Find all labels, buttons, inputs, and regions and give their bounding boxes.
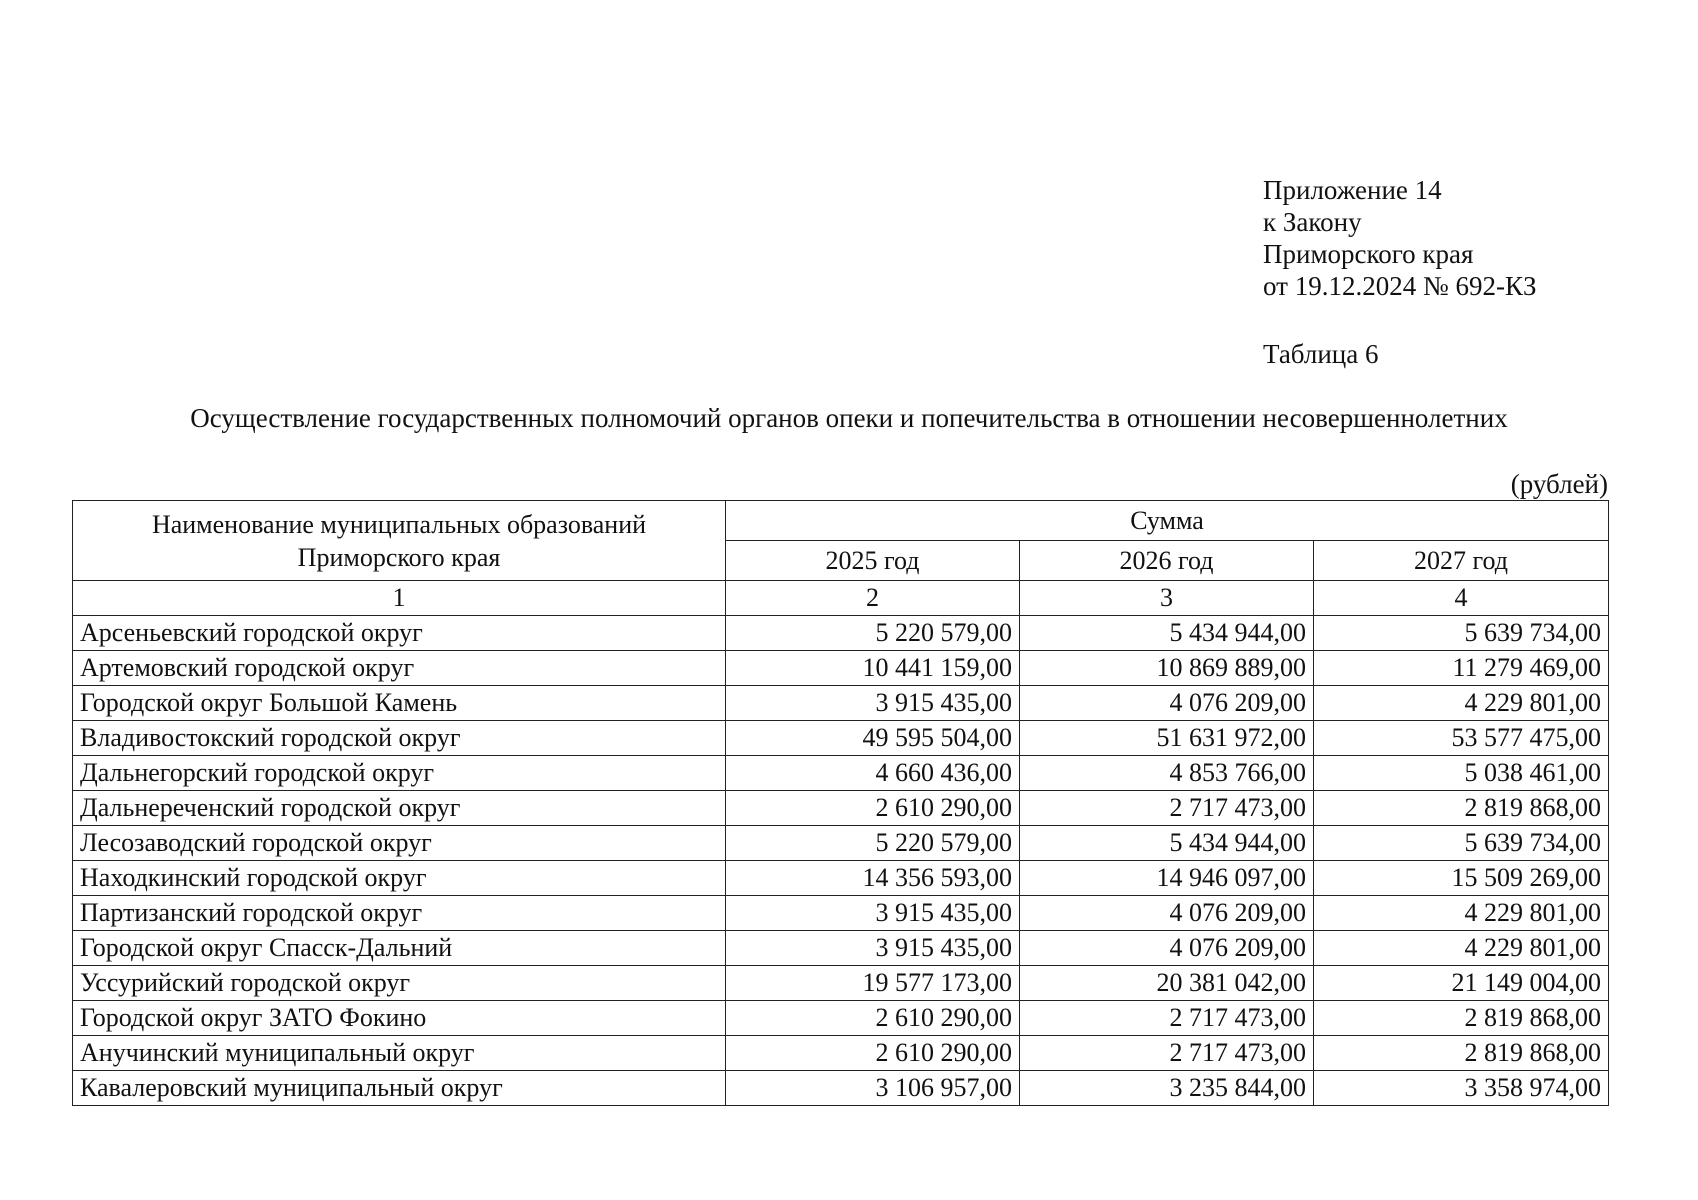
amount-2025: 2 610 290,00 bbox=[726, 791, 1020, 826]
amount-2025: 3 915 435,00 bbox=[726, 896, 1020, 931]
amount-2026: 4 076 209,00 bbox=[1020, 896, 1314, 931]
table-body bbox=[73, 616, 1609, 1106]
table-label: Таблица 6 bbox=[1263, 339, 1379, 369]
table-row bbox=[73, 1071, 1609, 1106]
amount-2026: 5 434 944,00 bbox=[1020, 826, 1314, 861]
municipality-name: Лесозаводский городской округ bbox=[73, 826, 726, 861]
municipality-name: Анучинский муниципальный округ bbox=[73, 1036, 726, 1071]
appendix-region: Приморского края bbox=[1263, 239, 1474, 269]
column-number-row bbox=[73, 581, 1609, 616]
amount-2026: 14 946 097,00 bbox=[1020, 861, 1314, 896]
municipality-name: Кавалеровский муниципальный округ bbox=[73, 1071, 726, 1106]
amount-2026: 5 434 944,00 bbox=[1020, 616, 1314, 651]
header-year-2025: 2025 год bbox=[726, 541, 1020, 581]
budget-table bbox=[72, 500, 1609, 1106]
amount-2026: 4 853 766,00 bbox=[1020, 756, 1314, 791]
column-number: 2 bbox=[726, 581, 1020, 616]
amount-2027: 11 279 469,00 bbox=[1314, 651, 1609, 686]
header-municipality bbox=[73, 501, 726, 581]
table-row bbox=[73, 931, 1609, 966]
municipality-name: Партизанский городской округ bbox=[73, 896, 726, 931]
amount-2026: 2 717 473,00 bbox=[1020, 791, 1314, 826]
table-row bbox=[73, 861, 1609, 896]
municipality-name: Артемовский городской округ bbox=[73, 651, 726, 686]
header-year-2027: 2027 год bbox=[1314, 541, 1609, 581]
document-title: Осуществление государственных полномочий органов опеки и попечительства в отношении несовершеннолетних bbox=[190, 403, 1508, 433]
amount-2025: 5 220 579,00 bbox=[726, 616, 1020, 651]
amount-2026: 20 381 042,00 bbox=[1020, 966, 1314, 1001]
amount-2027: 21 149 004,00 bbox=[1314, 966, 1609, 1001]
amount-2025: 2 610 290,00 bbox=[726, 1001, 1020, 1036]
municipality-name: Находкинский городской округ bbox=[73, 861, 726, 896]
amount-2025: 19 577 173,00 bbox=[726, 966, 1020, 1001]
table-row bbox=[73, 791, 1609, 826]
column-number: 4 bbox=[1314, 581, 1609, 616]
municipality-name: Городской округ Спасск-Дальний bbox=[73, 931, 726, 966]
amount-2025: 14 356 593,00 bbox=[726, 861, 1020, 896]
amount-2025: 10 441 159,00 bbox=[726, 651, 1020, 686]
appendix-reference bbox=[1263, 174, 1536, 302]
table-row bbox=[73, 896, 1609, 931]
appendix-number: Приложение 14 bbox=[1263, 175, 1442, 205]
table-row bbox=[73, 616, 1609, 651]
amount-2026: 4 076 209,00 bbox=[1020, 686, 1314, 721]
amount-2025: 5 220 579,00 bbox=[726, 826, 1020, 861]
table-row bbox=[73, 966, 1609, 1001]
municipality-name: Дальнереченский городской округ bbox=[73, 791, 726, 826]
amount-2025: 3 915 435,00 bbox=[726, 686, 1020, 721]
amount-2027: 15 509 269,00 bbox=[1314, 861, 1609, 896]
amount-2026: 10 869 889,00 bbox=[1020, 651, 1314, 686]
amount-2025: 4 660 436,00 bbox=[726, 756, 1020, 791]
amount-2027: 2 819 868,00 bbox=[1314, 1036, 1609, 1071]
municipality-name: Городской округ Большой Камень bbox=[73, 686, 726, 721]
amount-2027: 53 577 475,00 bbox=[1314, 721, 1609, 756]
column-number: 3 bbox=[1020, 581, 1314, 616]
amount-2027: 2 819 868,00 bbox=[1314, 791, 1609, 826]
table-header bbox=[73, 501, 1609, 581]
municipality-name: Уссурийский городской округ bbox=[73, 966, 726, 1001]
amount-2027: 4 229 801,00 bbox=[1314, 686, 1609, 721]
amount-2025: 3 915 435,00 bbox=[726, 931, 1020, 966]
amount-2026: 4 076 209,00 bbox=[1020, 931, 1314, 966]
amount-2027: 2 819 868,00 bbox=[1314, 1001, 1609, 1036]
appendix-date: от 19.12.2024 № 692-КЗ bbox=[1263, 271, 1537, 301]
amount-2027: 4 229 801,00 bbox=[1314, 931, 1609, 966]
amount-2026: 51 631 972,00 bbox=[1020, 721, 1314, 756]
table-row bbox=[73, 651, 1609, 686]
amount-2027: 5 639 734,00 bbox=[1314, 826, 1609, 861]
amount-2027: 5 038 461,00 bbox=[1314, 756, 1609, 791]
amount-2027: 3 358 974,00 bbox=[1314, 1071, 1609, 1106]
header-year-2026: 2026 год bbox=[1020, 541, 1314, 581]
amount-2026: 2 717 473,00 bbox=[1020, 1036, 1314, 1071]
table-row bbox=[73, 826, 1609, 861]
table-row bbox=[73, 721, 1609, 756]
table-row bbox=[73, 1036, 1609, 1071]
table-row bbox=[73, 686, 1609, 721]
header-municipality-line1: Наименование муниципальных образований bbox=[151, 509, 647, 539]
header-sum: Сумма bbox=[726, 501, 1609, 541]
municipality-name: Владивостокский городской округ bbox=[73, 721, 726, 756]
amount-2026: 3 235 844,00 bbox=[1020, 1071, 1314, 1106]
header-municipality-line2: Приморского края bbox=[297, 542, 501, 572]
amount-2025: 2 610 290,00 bbox=[726, 1036, 1020, 1071]
amount-2025: 49 595 504,00 bbox=[726, 721, 1020, 756]
amount-2027: 5 639 734,00 bbox=[1314, 616, 1609, 651]
units-label: (рублей) bbox=[1510, 469, 1608, 499]
table-row bbox=[73, 1001, 1609, 1036]
table-row bbox=[73, 756, 1609, 791]
amount-2027: 4 229 801,00 bbox=[1314, 896, 1609, 931]
amount-2026: 2 717 473,00 bbox=[1020, 1001, 1314, 1036]
column-number: 1 bbox=[73, 581, 726, 616]
municipality-name: Дальнегорский городской округ bbox=[73, 756, 726, 791]
municipality-name: Арсеньевский городской округ bbox=[73, 616, 726, 651]
municipality-name: Городской округ ЗАТО Фокино bbox=[73, 1001, 726, 1036]
appendix-law: к Закону bbox=[1263, 207, 1362, 237]
amount-2025: 3 106 957,00 bbox=[726, 1071, 1020, 1106]
